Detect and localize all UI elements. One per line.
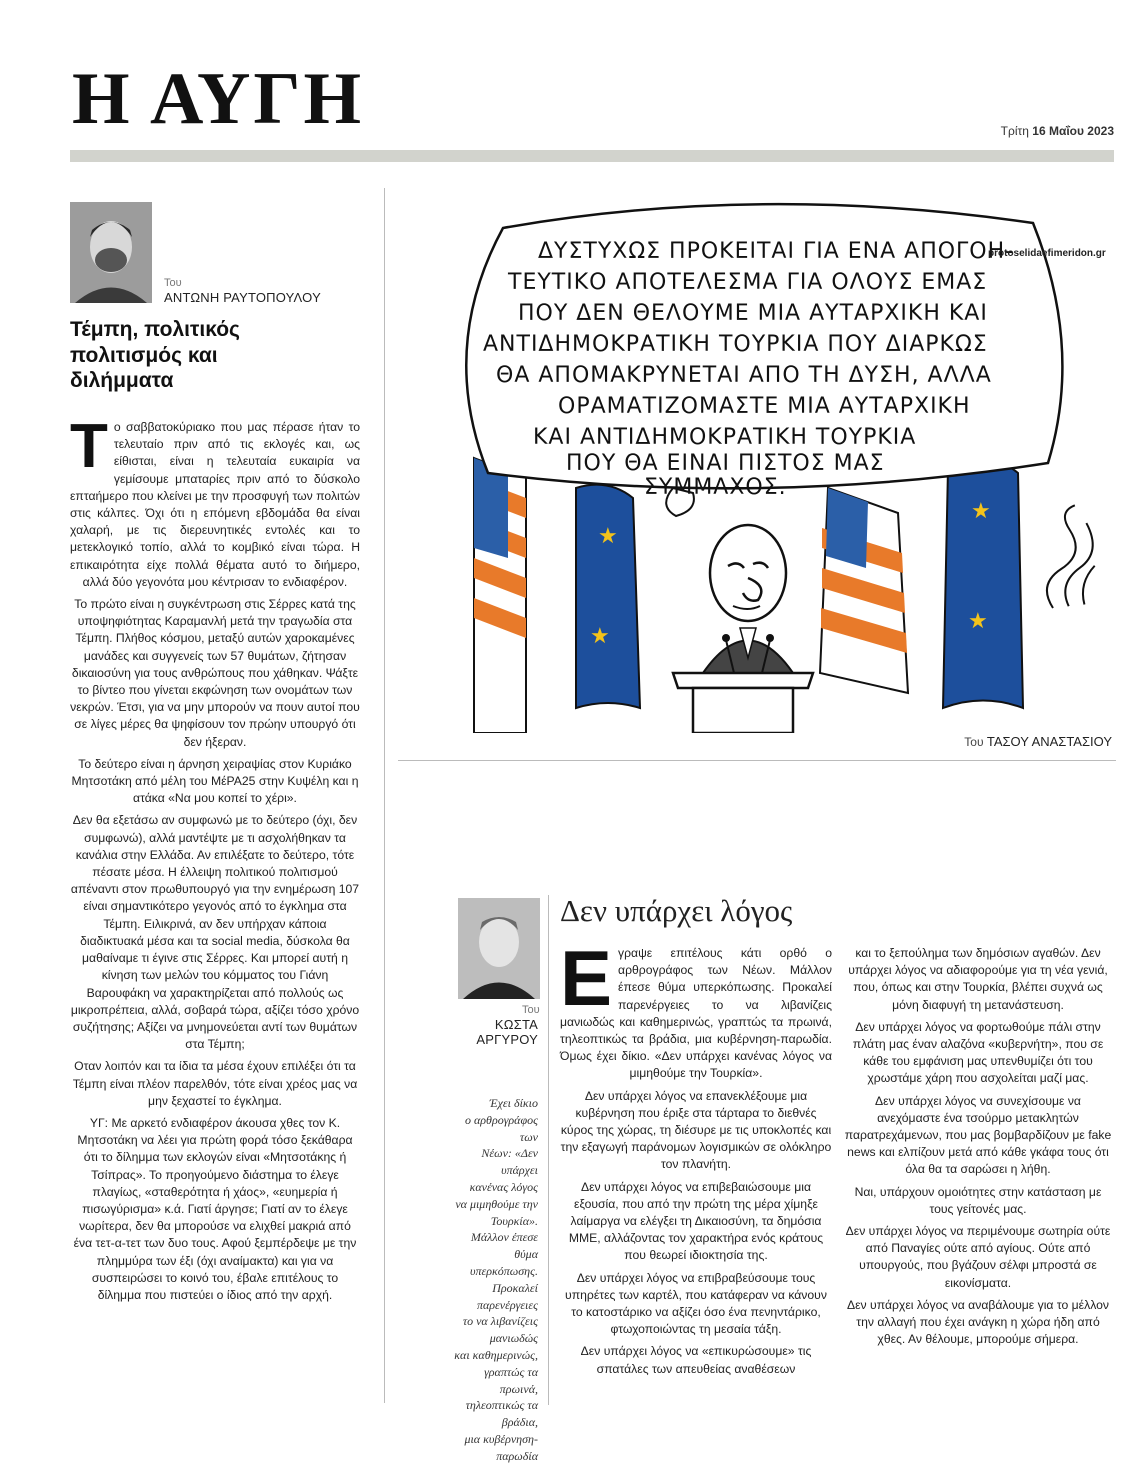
pull-quote-line: ο αρθρογράφος των (464, 1112, 538, 1144)
speech-line: ΣΥΜΜΑΧΟΣ. (644, 475, 787, 500)
author-photo-raftopoulos (70, 202, 152, 303)
speaker-figure (703, 525, 793, 678)
eu-flag-left (576, 485, 640, 708)
speech-line: ΠΟΥ ΘΑ ΕΙΝΑΙ ΠΙΣΤΟΣ ΜΑΣ (566, 451, 885, 476)
article2-paragraph: Δεν υπάρχει λόγος να περιμένουμε σωτηρία ούτε από Παναγίες ούτε από αγίους. Ούτε από υπουργούς, που βγάζουν σέλφι μπροστά σε εικονίσματα. (845, 1224, 1111, 1290)
article-headline: Τέμπη, πολιτικός πολιτισμός και διλήμματα (70, 318, 240, 393)
byline-prefix: Του (164, 277, 182, 289)
pull-quote-line: Νέων: «Δεν υπάρχει (481, 1146, 538, 1178)
pull-quote-line: Τουρκία». (490, 1213, 538, 1228)
speech-line: ΠΟΥ ΔΕΝ ΘΕΛΟΥΜΕ ΜΙΑ ΑΥΤΑΡΧΙΚΗ ΚΑΙ (518, 301, 988, 326)
article1-paragraph: Το πρώτο είναι η συγκέντρωση στις Σέρρες κατά της υποψηφιότητας Καραμανλή μετά την τραγωδία στα Τέμπη. Πλήθος κόσμου, μεταξύ αυτών χαροκαμένες μανάδες και συγγενείς των 57 θυμάτων, ζήτησαν δικαιοσύνη για τους ανθρώπους που χάθηκαν. Ψάξτε το βίντεο που γίνεται εκφώνηση των ονομάτων των νεκρών. Έτσι, για να μην μπορούν να πουν αυτοί που σε λίγες μέρες θα ψηφίσουν τον πρώην υπουργό ότι δεν ήξεραν. (70, 597, 360, 749)
pull-quote-line: κανένας λόγος (469, 1179, 538, 1194)
article2-paragraph: Δεν υπάρχει λόγος να επιβεβαιώσουμε μια εξουσία, που από την πρώτη της μέρα χίμηξε λαίμαργα να ελέγξει τη Δικαιοσύνη, τα δημόσια ΜΜΕ, αλλάζοντας τον χαρακτήρα ενός κράτους που θεωρεί ιδιοκτησία της. (568, 1179, 824, 1263)
author-photo-argyrou (458, 898, 540, 999)
pull-quote (452, 1095, 538, 1465)
dropcap: Ε (560, 934, 613, 1022)
eu-star: ★ (968, 608, 988, 633)
cartoon (408, 188, 1116, 733)
artist-signature (1043, 503, 1106, 614)
speech-line: ΚΑΙ ΑΝΤΙΔΗΜΟΚΡΑΤΙΚΗ ΤΟΥΡΚΙΑ (533, 425, 917, 450)
byline-author-last: ΑΡΓΥΡΟΥ (476, 1032, 538, 1047)
article2-paragraph: Δεν υπάρχει λόγος να «επικυρώσουμε» τις σπατάλες των απευθείας αναθέσεων (580, 1344, 812, 1376)
section-divider (398, 760, 1116, 761)
byline-prefix: Του (522, 1004, 540, 1016)
masthead: Η ΑΥΓΗ (72, 58, 365, 140)
pull-quote-line: γραπτώς τα πρωινά, (484, 1364, 538, 1396)
dateline-date: 16 Μαΐου 2023 (1032, 124, 1114, 138)
article2-col1 (560, 934, 832, 1383)
cartoon-credit (964, 734, 1112, 749)
article2-col2 (842, 945, 1114, 1353)
credit-prefix: Του (964, 735, 984, 749)
speech-line: ΟΡΑΜΑΤΙΖΟΜΑΣΤΕ ΜΙΑ ΑΥΤΑΡΧΙΚΗ (558, 394, 971, 419)
article1-paragraph: Το δεύτερο είναι η άρνηση χειραψίας στον Κυριάκο Μητσοτάκη από μέλη του ΜέΡΑ25 στην Κυψέλη και η ατάκα «Να μου κοπεί το χέρι». (71, 756, 359, 806)
pull-quote-line: να μιμηθούμε την (455, 1196, 538, 1211)
article2-paragraph: Ναι, υπάρχουν ομοιότητες στην κατάσταση με τους γείτονές μας. (854, 1184, 1102, 1216)
us-flag-left (474, 458, 526, 733)
column-divider (548, 895, 549, 1405)
watermark: protoselidaefimeridon.gr (988, 248, 1106, 259)
eu-star: ★ (598, 523, 618, 548)
pull-quote-line: μια κυβέρνηση-παρωδία (464, 1431, 538, 1463)
article2-paragraph: Δεν υπάρχει λόγος να συνεχίσουμε να ανεχόμαστε ένα τσούρμο μετακλητών παρατρεχάμενων, που μας βομβαρδίζουν με fake news και ελπίζουν μετά από κάθε γκάφα τους ότι όλα θα τα σαρώσει η λήθη. (844, 1093, 1112, 1177)
article2-title: Δεν υπάρχει λόγος (560, 893, 793, 928)
us-flag-right (820, 488, 908, 693)
article1-paragraph: ΥΓ: Με αρκετό ενδιαφέρον άκουσα χθες τον Κ. Μητσοτάκη να λέει για πρώτη φορά τόσο ξεκάθαρα ότι το δίλημμα των εκλογών είναι «Μητσοτάκης ή Τσίπρας». Το προηγούμενο διάστημα το έλεγε πλαγίως, «σταθερότητα ή χάος», «ευημερία ή πισωγύρισμα» κ.ά. Γιατί άργησε; Γιατί αν το έλεγε νωρίτερα, δεν θα μπορούσε να ελιχθεί μακριά από ένα τετ-α-τετ των δυο τους. Αφού ξεμπέρδεψε με την πλημμύρα των έξι (όχι αναίμακτα) και για να συσπειρώσει το κοινό του, έβαλε επιτέλους το δίλημμα που πιστεύει ο ίδιος από την αρχή. (73, 1115, 357, 1302)
speech-line: ΘΑ ΑΠΟΜΑΚΡΥΝΕΤΑΙ ΑΠΟ ΤΗ ΔΥΣΗ, ΑΛΛΑ (496, 363, 992, 388)
byline-author: ΑΝΤΩΝΗ ΡΑΥΤΟΠΟΥΛΟΥ (164, 290, 321, 305)
article2-paragraph: Δεν υπάρχει λόγος να επανεκλέξουμε μια κυβέρνηση που έριξε στα τάρταρα το διεθνές κύρος της χώρας, τη διέσυρε με τις υποκλοπές και την εξαγωγή παράνομων λογισμικών σε ολόκληρο τον πλανήτη. (560, 1088, 832, 1172)
article2-paragraph: Εγραψε επιτέλους κάτι ορθό ο αρθρογράφος των Νέων. Μάλλον έπεσε θύμα υπερκόπωσης. Προκαλεί παρενέργειες το να λιβανίζεις μανιωδώς και καθημερινώς, γραπτώς τα πρωινά, τηλεοπτικώς τα βράδια, μια κυβέρνηση-παρωδία. Όμως έχει δίκιο. «Δεν υπάρχει κανένας λόγος να μιμηθούμε την Τουρκία». (560, 934, 832, 1081)
article2-paragraph: Δεν υπάρχει λόγος να επιβραβεύσουμε τους υπηρέτες των καρτέλ, που κατάφεραν να κάνουν το κατοστάρικο να αξίζει όσο ένα πενηντάρικο, φτωχοποιώντας τη μεσαία τάξη. (565, 1270, 827, 1337)
speech-line: ΤΕΥΤΙΚΟ ΑΠΟΤΕΛΕΣΜΑ ΓΙΑ ΟΛΟΥΣ ΕΜΑΣ (508, 270, 988, 295)
pull-quote-line: το να λιβανίζεις (462, 1314, 538, 1329)
pull-quote-line: και καθημερινώς, (454, 1347, 538, 1362)
eu-star: ★ (971, 498, 991, 523)
speech-line: ΑΝΤΙΔΗΜΟΚΡΑΤΙΚΗ ΤΟΥΡΚΙΑ ΠΟΥ ΔΙΑΡΚΩΣ (483, 332, 988, 357)
pull-quote-line: Έχει δίκιο (489, 1096, 538, 1110)
byline-author-first: ΚΩΣΤΑ (494, 1017, 538, 1032)
speech-line: ΔΥΣΤΥΧΩΣ ΠΡΟΚΕΙΤΑΙ ΓΙΑ ΕΝΑ ΑΠΟΓΟΗ- (538, 239, 1015, 264)
article1-body (70, 412, 360, 1309)
masthead-rule (70, 150, 1114, 162)
pull-quote-line: Μάλλον έπεσε θύμα (470, 1230, 538, 1262)
dateline-day: Τρίτη (1000, 124, 1029, 138)
portrait-image (458, 898, 540, 999)
pull-quote-line: Προκαλεί παρενέργειες (476, 1280, 538, 1312)
dropcap: Τ (70, 412, 108, 481)
article2-paragraph: Δεν υπάρχει λόγος να αναβάλουμε για το μέλλον την αλλαγή που έχει ανάγκη η χώρα ήδη από χθες. Αν θέλουμε, μπορούμε σήμερα. (846, 1297, 1109, 1347)
article1-paragraph: Οταν λοιπόν και τα ίδια τα μέσα έχουν επιλέξει ότι τα Τέμπη είναι πλέον παρελθόν, τότε είναι χρέος μας να μην ξεχαστεί το έγκλημα. (72, 1059, 358, 1108)
portrait-image (70, 202, 152, 303)
article1-paragraph: Το σαββατοκύριακο που μας πέρασε ήταν το τελευταίο πριν από τις εκλογές και, ως είθισται, είναι η τελευταία ευκαιρία να γεμίσουμε μπαταρίες πριν από το δύσκολο επταήμερο που κλείνει με την προσφυγή των πολιτών στις κάλπες. Όχι ότι η επόμενη εβδομάδα θα είναι χαλαρή, με τις διερευνητικές εντολές και το μετεκλογικό τοπίο, αλλά το κομβικό είναι τώρα. Η επικαιρότητα είχε πολλά θέματα αυτό το διήμερο, αλλά δύο γεγονότα μου κέντρισαν το ενδιαφέρον. (70, 412, 360, 589)
cartoon-illustration (408, 188, 1116, 733)
column-divider (384, 188, 385, 1403)
pull-quote-line: μανιωδώς (489, 1331, 538, 1346)
eu-star: ★ (590, 623, 610, 648)
dateline (1001, 124, 1114, 138)
eu-flag-right (943, 459, 1023, 708)
pull-quote-line: υπερκόπωσης. (470, 1263, 538, 1278)
podium (673, 673, 813, 733)
article2-paragraph: Δεν υπάρχει λόγος να φορτωθούμε πάλι στην πλάτη μας έναν αλαζόνα «κυβερνήτη», που σε κάθε του εμφάνιση μας υπενθυμίζει ότι του χρωστάμε χάρη που ασχολείται μαζί μας. (852, 1019, 1104, 1086)
article2-paragraph: και το ξεπούλημα των δημόσιων αγαθών. Δεν υπάρχει λόγος να αδιαφορούμε για τη νέα γενιά, που, όπως και στην Τουρκία, βλέπει συχνά ως μόνη διαφυγή τη μετανάστευση. (848, 946, 1108, 1012)
article1-paragraph: Δεν θα εξετάσω αν συμφωνώ με το δεύτερο (όχι, δεν συμφωνώ), αλλά μαντέψτε με τι ασχολήθηκαν τα κανάλια στην Ελλάδα. Αν επιλέξατε το δεύτερο, τότε πέσατε μέσα. Η έλλειψη πολιτικού πολιτισμού απέναντι στον πρωθυπουργό για την ενημέρωση 107 είναι σημαντικότερο γεγονός από το έγκλημα στα Τέμπη. Ειλικρινά, αν δεν υπήρχαν κάποια διαδικτυακά μέσα και τα social media, δύσκολα θα μαθαίναμε τι έγινε στις Σέρρες. Και μπορεί αυτή η κίνηση των μελών του κόμματος του Γιάνη Βαρουφάκη να χαρακτηρίζεται από πολλούς ως μικροπρέπεια, αλλά, σοβαρά τώρα, αξίζει τόσο χρόνο συζήτησης; Αξίζει να μνημονεύεται αντί των θυμάτων στα Τέμπη; (70, 813, 360, 1052)
pull-quote-line: τηλεοπτικώς τα βράδια, (465, 1398, 538, 1430)
credit-name: ΤΑΣΟΥ ΑΝΑΣΤΑΣΙΟΥ (986, 734, 1112, 749)
